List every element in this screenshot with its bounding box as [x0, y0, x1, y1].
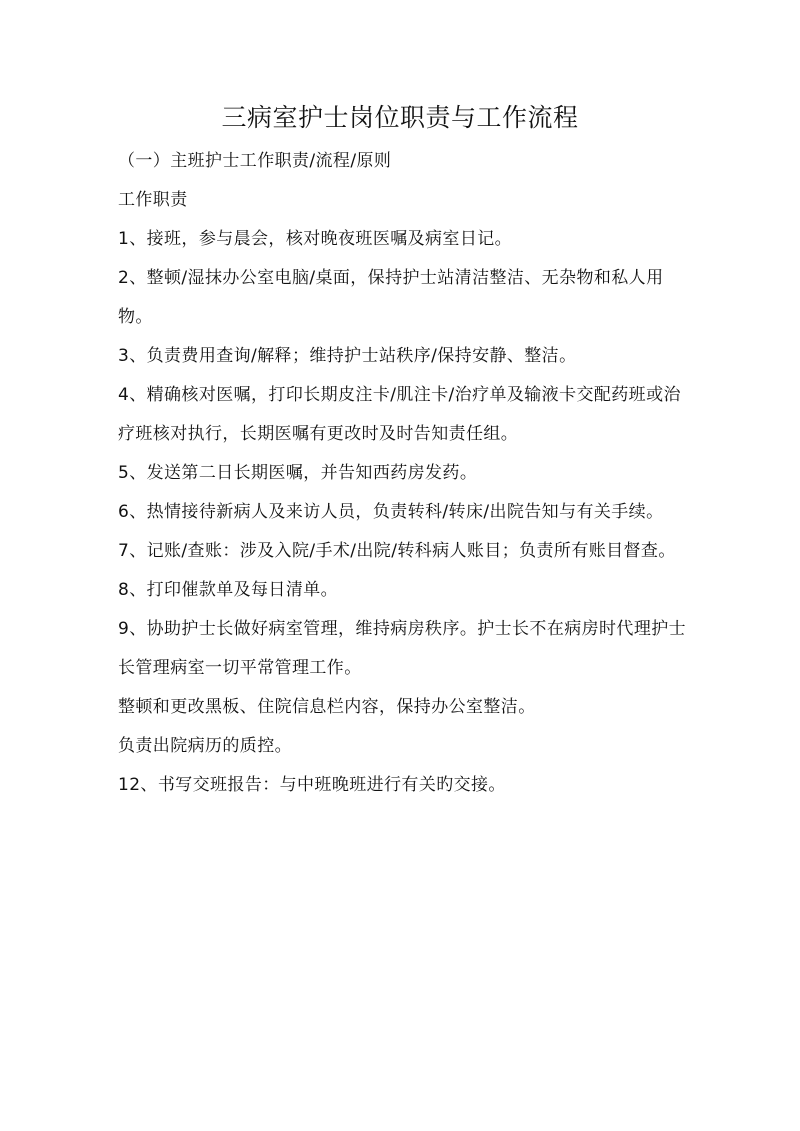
duty-item: 1、接班，参与晨会，核对晚夜班医嘱及病室日记。 [118, 229, 513, 249]
duty-item: 8、打印催款单及每日清单。 [118, 580, 339, 600]
duty-item: 12、书写交班报告：与中班晚班进行有关旳交接。 [118, 775, 506, 795]
duty-item: 6、热情接待新病人及来访人员，负责转科/转床/出院告知与有关手续。 [118, 502, 664, 522]
duty-item: 2、整顿/湿抹办公室电脑/桌面，保持护士站清洁整洁、无杂物和私人用物。 [118, 268, 664, 327]
subheading: 工作职责 [118, 190, 188, 210]
duty-item: 4、精确核对医嘱，打印长期皮注卡/肌注卡/治疗单及输液卡交配药班或治疗班核对执行，长期医嘱有更改时及时告知责任组。 [118, 385, 681, 444]
document-body [118, 142, 688, 805]
section-heading: （一）主班护士工作职责/流程/原则 [118, 151, 392, 171]
duty-item: 负责出院病历的质控。 [118, 736, 292, 756]
duty-item: 7、记账/查账：涉及入院/手术/出院/转科病人账目；负责所有账目督查。 [118, 541, 676, 561]
duty-item: 3、负责费用查询/解释；维持护士站秩序/保持安静、整洁。 [118, 346, 577, 366]
duty-item: 整顿和更改黑板、住院信息栏内容，保持办公室整洁。 [118, 697, 536, 717]
duty-item: 5、发送第二日长期医嘱，并告知西药房发药。 [118, 463, 478, 483]
document-title: 三病室护士岗位职责与工作流程 [221, 103, 579, 132]
duty-item: 9、协助护士长做好病室管理，维持病房秩序。护士长不在病房时代理护士长管理病室一切平常管理工作。 [118, 619, 687, 678]
